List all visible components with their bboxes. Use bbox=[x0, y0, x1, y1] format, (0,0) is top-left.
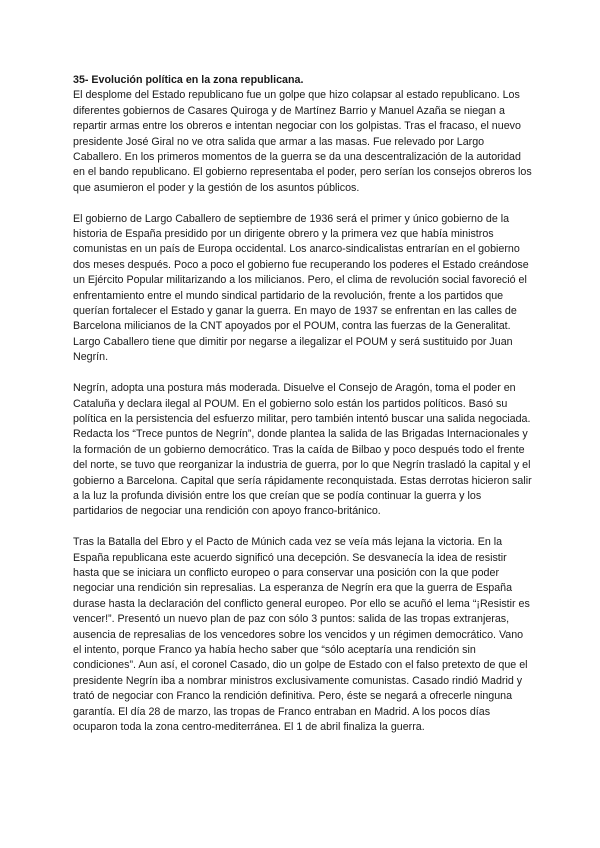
paragraph-4: Tras la Batalla del Ebro y el Pacto de Múnich cada vez se veía más lejana la victoria. En la España republicana este acuerdo significó una decepción. Se desvanecía la idea de resistir hasta que se iniciara un conflicto europeo o para conservar una posición con la que poder negociar una rendición sin represalias. La esperanza de Negrín era que la guerra de España durase hasta la declaración del conflicto general europeo. Por ello se acuñó el lema “¡Resistir es vencer!”. Presentó un nuevo plan de paz con sólo 3 puntos: salida de las tropas extranjeras, ausencia de represalias de los vencedores sobre los vencidos y un régimen democrático. Vano el intento, porque Franco ya había hecho saber que “sólo aceptaría una rendición sin condiciones”. Aun así, el coronel Casado, dio un golpe de Estado con el falso pretexto de que el presidente Negrín iba a nombrar ministros exclusivamente comunistas. Casado rindió Madrid y trató de negociar con Franco la rendición definitiva. Pero, éste se negará a ofrecerle ninguna garantía. El día 28 de marzo, las tropas de Franco entraban en Madrid. A los pocos días ocuparon toda la zona centro-mediterránea. El 1 de abril finaliza la guerra. bbox=[73, 536, 530, 734]
paragraph-2: El gobierno de Largo Caballero de septiembre de 1936 será el primer y único gobierno de la historia de España presidido por un dirigente obrero y la primera vez que había ministros comunistas en un país de Europa occidental. Los anarco-sindicalistas entrarían en el gobierno dos meses después. Poco a poco el gobierno fue recuperando los poderes el Estado creándose un Ejército Popular militarizando a los milicianos. Pero, el clima de revolución social favoreció el enfrentamiento entre el mundo sindical partidario de la revolución, frente a los partidos que querían fortalecer el Estado y ganar la guerra. En mayo de 1937 se enfrentan en las calles de Barcelona milicianos de la CNT apoyados por el POUM, contra las fuerzas de la Generalitat. Largo Caballero tiene que dimitir por negarse a ilegalizar el POUM y será sustituido por Juan Negrín. bbox=[73, 212, 529, 364]
paragraph-1: El desplome del Estado republicano fue un golpe que hizo colapsar al estado republicano. Los diferentes gobiernos de Casares Quiroga y de Martínez Barrio y Manuel Azaña se niegan a repartir armas entre los obreros e intentan negociar con los golpistas. Tras el fracaso, el nuevo presidente José Giral no ve otra salida que armar a las masas. Fue relevado por Largo Caballero. En los primeros momentos de la guerra se da una descentralización de la autoridad en el bando republicano. El gobierno representaba el poder, pero serían los consejos obreros los que asumieron el poder y la gestión de los asuntos públicos. bbox=[73, 89, 532, 194]
document-page bbox=[73, 73, 533, 751]
document-title: 35- Evolución política en la zona republicana. bbox=[73, 74, 304, 86]
paragraph-3: Negrín, adopta una postura más moderada. Disuelve el Consejo de Aragón, toma el poder en Cataluña y declara ilegal al POUM. En el gobierno solo están los partidos políticos. Basó su política en la persistencia del esfuerzo militar, pero también intentó buscar una salida negociada. Redacta los “Trece puntos de Negrín”, donde plantea la salida de las Brigadas Internacionales y la formación de un gobierno democrático. Tras la caída de Bilbao y poco después todo el frente del norte, se tuvo que reorganizar la industria de guerra, por lo que Negrín trasladó la capital y el gobierno a Barcelona. Capital que sería rápidamente reconquistada. Estas derrotas hicieron salir a la luz la profunda división entre los que creían que se podía continuar la guerra y los partidarios de negociar una rendición con apoyo franco-británico. bbox=[73, 382, 532, 518]
